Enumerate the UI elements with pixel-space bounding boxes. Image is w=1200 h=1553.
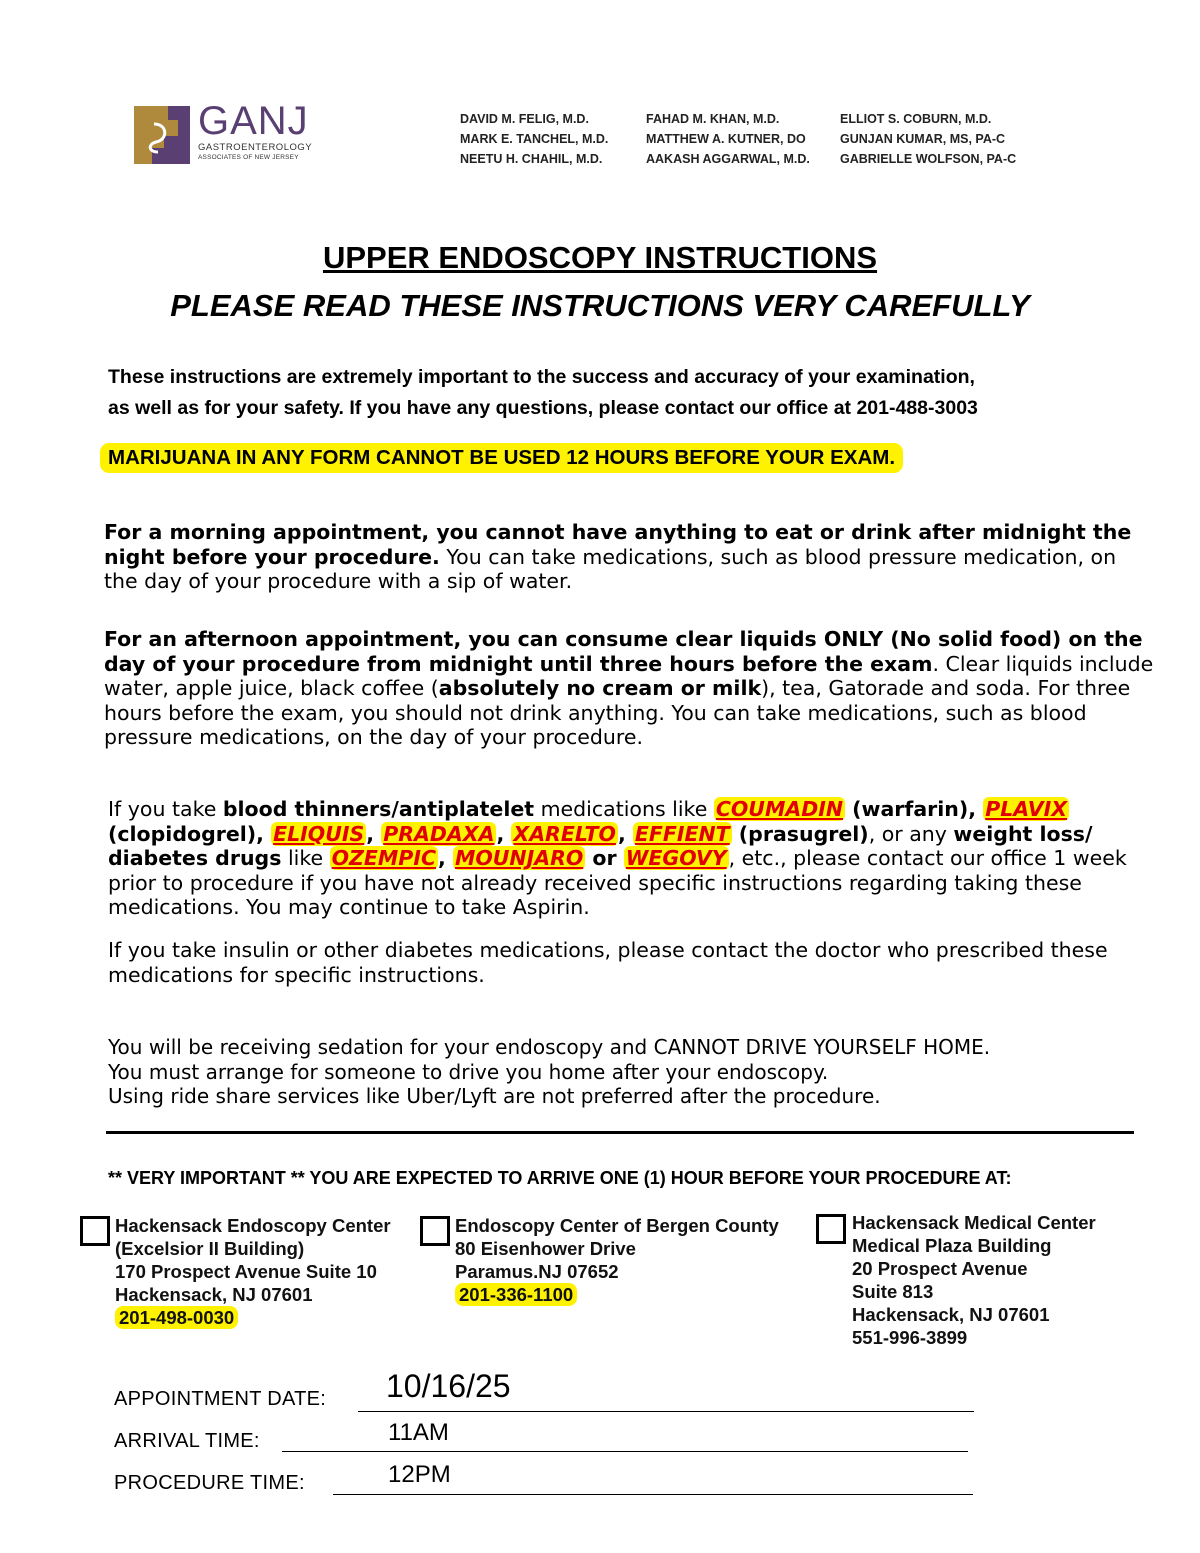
sedation-instructions (108, 1035, 1158, 1109)
location-line: Suite 813 (852, 1281, 934, 1302)
appointment-date-label: APPOINTMENT DATE: (114, 1388, 327, 1410)
blood-bold: (warfarin), (845, 797, 984, 821)
drug-name: EFFIENT (634, 821, 730, 846)
ganj-logo-mark-icon (134, 106, 190, 164)
location-name: Hackensack Endoscopy Center (115, 1215, 391, 1236)
location-checkbox-hackensack-endoscopy[interactable] (80, 1216, 110, 1246)
appointment-date-line (358, 1411, 974, 1412)
location-line: 80 Eisenhower Drive (455, 1238, 636, 1259)
blood-bold: , (366, 821, 382, 846)
blood-thinner-instructions (108, 797, 1158, 920)
drug-name: WEGOVY (625, 846, 727, 870)
afternoon-text-2: ), tea, Gatorade and soda. For three hours before the exam, you should not drink anything. You can take medications, such as blood pressure medications, on the day of your procedure. (104, 676, 1131, 749)
location-hackensack-endoscopy-center (115, 1214, 391, 1329)
location-line: 20 Prospect Avenue (852, 1258, 1028, 1279)
doctor-name: FAHAD M. KHAN, M.D. (646, 112, 780, 126)
drug-name: PLAVIX (985, 797, 1068, 821)
marijuana-warning: MARIJUANA IN ANY FORM CANNOT BE USED 12 HOURS BEFORE YOUR EXAM. (100, 443, 903, 473)
procedure-time-line (333, 1494, 973, 1495)
location-hackensack-medical-center (852, 1211, 1096, 1349)
afternoon-bold-2: absolutely no cream or milk (438, 676, 762, 700)
appointment-date-value[interactable]: 10/16/25 (386, 1368, 511, 1404)
doctor-name: GUNJAN KUMAR, MS, PA-C (840, 132, 1006, 146)
doctor-name: NEETU H. CHAHIL, M.D. (460, 152, 603, 166)
arrival-time-label: ARRIVAL TIME: (114, 1430, 260, 1452)
blood-text: , or any (868, 821, 954, 846)
ganj-logo (134, 99, 324, 168)
location-line: Hackensack, NJ 07601 (115, 1284, 313, 1305)
arrival-time-value[interactable]: 11AM (388, 1419, 449, 1446)
drug-name: XARELTO (513, 821, 616, 846)
afternoon-bold: For an afternoon appointment, you can consume clear liquids ONLY (No solid food) on the day of your procedure from midnight until three hours before the exam (104, 627, 1143, 676)
arrival-notice: ** VERY IMPORTANT ** YOU ARE EXPECTED TO ARRIVE ONE (1) HOUR BEFORE YOUR PROCEDURE AT: (108, 1168, 1012, 1188)
location-line: Medical Plaza Building (852, 1235, 1052, 1256)
blood-bold: (prasugrel) (731, 821, 869, 846)
intro-line: These instructions are extremely important to the success and accuracy of your examination, (108, 366, 975, 388)
page-title: UPPER ENDOSCOPY INSTRUCTIONS (322, 240, 878, 275)
blood-bold: , (438, 846, 453, 870)
blood-text: medications like (534, 797, 714, 821)
location-phone: 201-498-0030 (115, 1306, 238, 1329)
blood-bold: or (585, 846, 624, 870)
drug-name: MOUNJARO (454, 846, 584, 870)
blood-bold: blood thinners/antiplatelet (222, 797, 535, 821)
doctor-name: GABRIELLE WOLFSON, PA-C (840, 152, 1017, 166)
doctor-name: AAKASH AGGARWAL, M.D. (646, 152, 810, 166)
logo-subtitle-2: ASSOCIATES OF NEW JERSEY (198, 154, 299, 161)
location-checkbox-bergen-county[interactable] (420, 1216, 450, 1246)
location-name: Endoscopy Center of Bergen County (455, 1215, 779, 1236)
drug-name: OZEMPIC (331, 846, 437, 870)
sedation-line: You must arrange for someone to drive you home after your endoscopy. (108, 1059, 829, 1084)
blood-text: If you take (108, 797, 223, 821)
logo-subtitle: GASTROENTEROLOGY (198, 142, 313, 153)
doctor-name: MATTHEW A. KUTNER, DO (646, 132, 806, 146)
location-line: Hackensack, NJ 07601 (852, 1304, 1050, 1325)
blood-bold: , (617, 821, 633, 846)
doctor-name: MARK E. TANCHEL, M.D. (460, 132, 609, 146)
drug-name: PRADAXA (383, 821, 495, 846)
intro-line: as well as for your safety. If you have any questions, please contact our office at 201-488-3003 (108, 397, 978, 419)
insulin-instructions: If you take insulin or other diabetes medications, please contact the doctor who prescribed these medications for specific instructions. (108, 938, 1108, 987)
intro-paragraph (108, 362, 1148, 424)
sedation-line: You will be receiving sedation for your endoscopy and CANNOT DRIVE YOURSELF HOME. (108, 1035, 991, 1059)
afternoon-instructions (104, 627, 1154, 750)
procedure-time-value[interactable]: 12PM (388, 1461, 451, 1488)
logo-name: GANJ (198, 99, 309, 143)
procedure-time-label: PROCEDURE TIME: (114, 1472, 305, 1494)
location-endoscopy-center-bergen-county (455, 1214, 779, 1306)
doctor-name: DAVID M. FELIG, M.D. (460, 112, 589, 126)
arrival-time-line (282, 1451, 968, 1452)
drug-name: COUMADIN (715, 797, 844, 821)
blood-text: like (281, 846, 330, 870)
afternoon-text: . Clear liquids include water, apple juice, black coffee ( (104, 651, 1154, 700)
location-phone: 201-336-1100 (455, 1283, 577, 1306)
location-line: Paramus.NJ 07652 (455, 1261, 619, 1282)
morning-instructions (104, 520, 1154, 594)
location-checkbox-hackensack-medical[interactable] (816, 1214, 846, 1244)
location-line: (Excelsior II Building) (115, 1238, 305, 1259)
sedation-line: Using ride share services like Uber/Lyft are not preferred after the procedure. (108, 1084, 881, 1108)
morning-text: You can take medications, such as blood pressure medication, on the day of your procedure with a sip of water. (104, 544, 1117, 593)
blood-bold: (clopidogrel), (108, 821, 272, 846)
blood-text: , etc., please contact our office 1 week prior to procedure if you have not already received specific instructions regarding taking these medications. You may continue to take Aspirin. (108, 846, 1127, 919)
location-name: Hackensack Medical Center (852, 1212, 1096, 1233)
doctor-list (460, 110, 1040, 169)
blood-bold: , (496, 821, 512, 846)
page-subtitle: PLEASE READ THESE INSTRUCTIONS VERY CAREFULLY (170, 288, 1030, 323)
morning-bold: For a morning appointment, you cannot have anything to eat or drink after midnight the night before your procedure. (104, 520, 1132, 569)
doctor-name: ELLIOT S. COBURN, M.D. (840, 112, 992, 126)
drug-name: ELIQUIS (273, 821, 365, 846)
blood-bold: weight loss/ diabetes drugs (108, 821, 1093, 870)
location-line: 170 Prospect Avenue Suite 10 (115, 1261, 377, 1282)
location-phone: 551-996-3899 (852, 1327, 968, 1348)
divider (106, 1131, 1134, 1134)
